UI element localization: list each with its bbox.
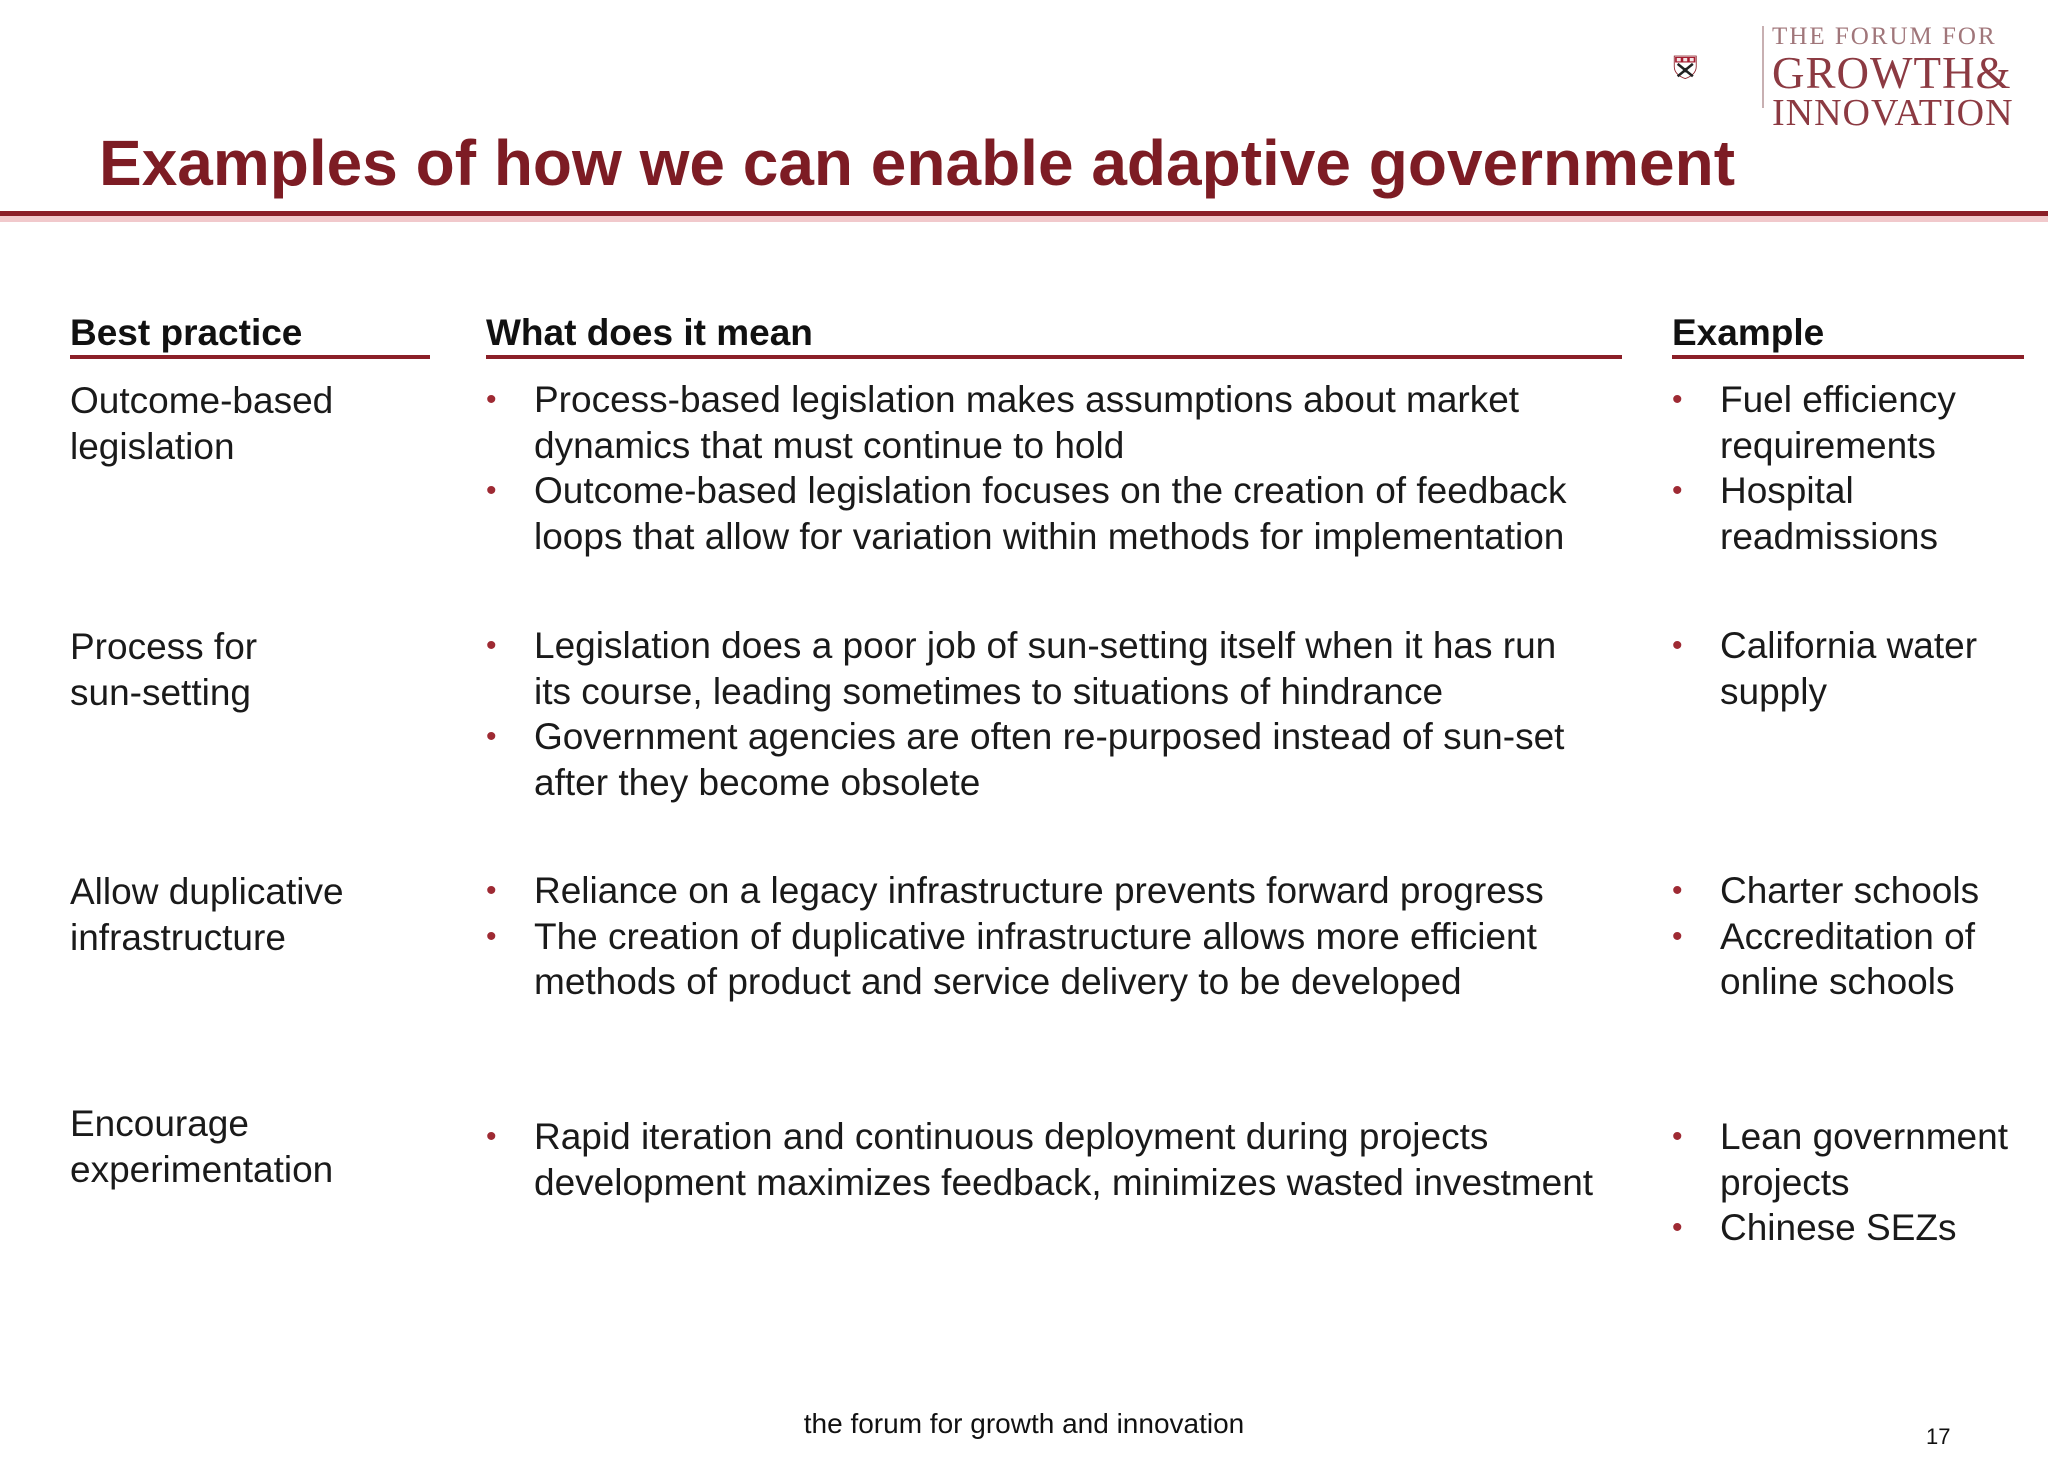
- meaning-list: [486, 1114, 1593, 1205]
- meaning-bullet: [486, 1114, 1593, 1205]
- logo-line-2: GROWTH&: [1772, 48, 2012, 98]
- example-list: [1672, 1114, 2008, 1251]
- logo-line-3: INNOVATION: [1772, 92, 2014, 134]
- meaning-bullet: [486, 623, 1564, 714]
- practice-line: Process for: [70, 626, 258, 667]
- example-bullet: [1672, 1114, 2008, 1205]
- meaning-bullet: [486, 868, 1544, 914]
- bullet-line: projects: [1720, 1161, 1850, 1203]
- bullet-line: • Lean government: [1720, 1116, 2008, 1157]
- meaning-bullet: [486, 377, 1567, 468]
- logo-line-1: THE FORUM FOR: [1772, 23, 1997, 50]
- meaning-bullet: [486, 714, 1564, 805]
- example-bullet: [1672, 623, 1977, 714]
- logo-separator: [1762, 26, 1764, 108]
- bullet-line: • Rapid iteration and continuous deployment during projects: [534, 1116, 1489, 1157]
- bullet-line: readmissions: [1720, 515, 1938, 557]
- practice-line: Encourage: [70, 1103, 249, 1144]
- bullet-line: supply: [1720, 670, 1827, 712]
- bullet-line: • Charter schools: [1720, 870, 1980, 911]
- header-meaning: What does it mean: [486, 312, 813, 353]
- harvard-shield-logo: [1672, 22, 1772, 112]
- bullet-line: • Outcome-based legislation focuses on the creation of feedback: [534, 470, 1567, 511]
- bullet-line: • The creation of duplicative infrastructure allows more efficient: [534, 915, 1537, 957]
- best-practice-cell: [70, 378, 333, 470]
- header-rule-example: [1672, 355, 2024, 359]
- practice-line: infrastructure: [70, 917, 286, 958]
- practice-line: Outcome-based: [70, 380, 334, 421]
- practice-line: experimentation: [70, 1149, 334, 1190]
- bullet-line: • Fuel efficiency: [1720, 379, 1956, 420]
- bullet-line: • Reliance on a legacy infrastructure prevents forward progress: [534, 870, 1544, 911]
- page-number: 17: [1926, 1424, 1951, 1449]
- bullet-line: • Process-based legislation makes assumptions about market: [534, 379, 1520, 420]
- bullet-line: development maximizes feedback, minimizes wasted investment: [534, 1161, 1594, 1203]
- bullet-line: dynamics that must continue to hold: [534, 424, 1125, 466]
- example-bullet: [1672, 1205, 2008, 1251]
- bullet-line: • Accreditation of: [1720, 915, 1976, 957]
- header-best-practice: Best practice: [70, 312, 303, 353]
- practice-line: legislation: [70, 426, 235, 467]
- practice-line: Allow duplicative: [70, 871, 344, 912]
- bullet-line: • Hospital: [1720, 470, 1854, 511]
- bullet-line: methods of product and service delivery to be developed: [534, 961, 1462, 1002]
- bullet-line: after they become obsolete: [534, 761, 981, 803]
- forum-logo-text: [1772, 24, 2014, 132]
- header-example: Example: [1672, 312, 1825, 353]
- meaning-list: [486, 377, 1567, 559]
- slide-title: Examples of how we can enable adaptive government: [99, 127, 1736, 199]
- meaning-bullet: [486, 914, 1544, 1005]
- example-list: [1672, 868, 1979, 1005]
- bullet-line: • Legislation does a poor job of sun-setting itself when it has run: [534, 625, 1557, 666]
- example-bullet: [1672, 868, 1979, 914]
- meaning-list: [486, 868, 1544, 1005]
- bullet-line: requirements: [1720, 424, 1936, 466]
- meaning-bullet: [486, 468, 1567, 559]
- example-bullet: [1672, 914, 1979, 1005]
- bullet-line: its course, leading sometimes to situations of hindrance: [534, 670, 1444, 712]
- header-rule-best-practice: [70, 355, 430, 359]
- bullet-line: • Chinese SEZs: [1720, 1207, 1957, 1248]
- meaning-list: [486, 623, 1564, 805]
- best-practice-cell: [70, 1101, 333, 1193]
- bullet-line: loops that allow for variation within methods for implementation: [534, 515, 1565, 557]
- best-practice-cell: [70, 624, 257, 716]
- bullet-line: • California water: [1720, 625, 1978, 666]
- example-list: [1672, 623, 1977, 714]
- example-list: [1672, 377, 1956, 559]
- bullet-line: online schools: [1720, 961, 1955, 1002]
- example-bullet: [1672, 468, 1956, 559]
- example-bullet: [1672, 377, 1956, 468]
- best-practice-cell: [70, 869, 344, 961]
- bullet-line: • Government agencies are often re-purposed instead of sun-set: [534, 716, 1565, 757]
- title-rule-shadow: [0, 216, 2048, 222]
- practice-line: sun-setting: [70, 672, 251, 713]
- footer-text: the forum for growth and innovation: [803, 1408, 1245, 1439]
- header-rule-meaning: [486, 355, 1622, 359]
